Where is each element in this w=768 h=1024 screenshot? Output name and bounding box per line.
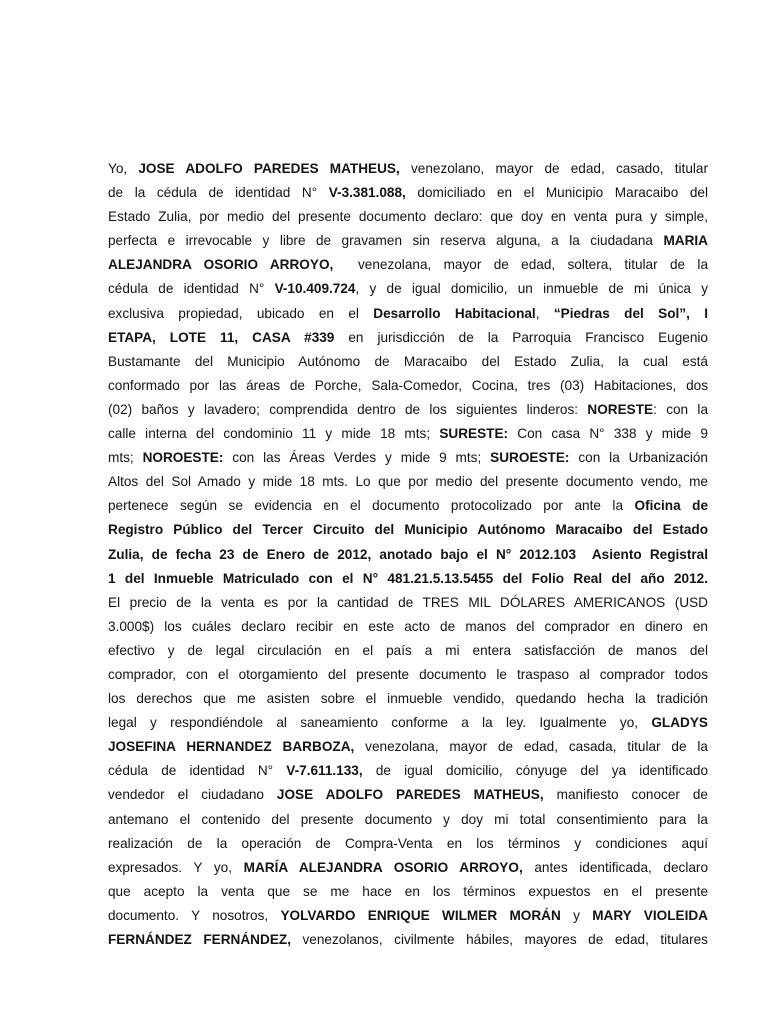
text-line (108, 350, 708, 374)
bold-text-run: V-3.381.088, (328, 185, 406, 201)
text-run: manifiesto conocer de (543, 787, 708, 803)
bold-text-run: SURESTE: (439, 426, 509, 442)
text-run: venezolanos, civilmente hábiles, mayores de edad, titulares (290, 932, 708, 947)
bold-text-run: V-10.409.724 (274, 281, 356, 297)
text-line (108, 470, 708, 494)
text-line (108, 229, 708, 253)
text-line (108, 446, 708, 470)
text-run: de igual domicilio, cónyuge del ya identificado (362, 763, 708, 779)
bold-text-run: “Piedras del Sol”, I (553, 305, 708, 321)
text-line (108, 663, 708, 687)
bold-text-run: SUROESTE: (490, 450, 570, 466)
text-run: (02) baños y lavadero; comprendida dentro de los siguientes linderos: (108, 401, 588, 417)
text-run: de la cédula de identidad N° (108, 185, 329, 201)
bold-text-run: ETAPA, LOTE 11, CASA #339 (108, 329, 335, 345)
text-line (108, 494, 708, 518)
text-line (108, 543, 708, 567)
contract-body-text (108, 157, 708, 952)
text-line (108, 735, 708, 759)
text-line (108, 277, 708, 301)
text-run: los derechos que me asisten sobre el inmueble vendido, quedando hecha la tradición (108, 691, 708, 707)
bold-text-run: MARIA (663, 233, 708, 249)
text-run: cédula de identidad N° (108, 763, 287, 779)
text-run: vendedor el ciudadano (108, 787, 277, 803)
bold-text-run: Oficina de (634, 498, 708, 514)
text-run: cédula de identidad N° (108, 281, 275, 297)
text-line (108, 422, 708, 446)
text-line (108, 518, 708, 542)
text-line (108, 880, 708, 904)
text-run: realización de la operación de Compra-Venta en los términos y condiciones aquí (108, 835, 708, 851)
text-run: mts; (108, 450, 143, 466)
text-line (108, 904, 708, 928)
text-run: y (560, 907, 593, 923)
text-line (108, 253, 708, 277)
text-line (108, 639, 708, 663)
text-run: 3.000$) los cuáles declaro recibir en este acto de manos del comprador en dinero en (108, 618, 708, 634)
text-run: Yo, (108, 161, 139, 176)
text-line (108, 783, 708, 807)
text-line (108, 759, 708, 783)
text-run: : con la (653, 401, 708, 417)
text-line (108, 398, 708, 422)
text-line (108, 157, 708, 181)
bold-text-run: ALEJANDRA OSORIO ARROYO, (108, 257, 334, 273)
text-line (108, 832, 708, 856)
text-line (108, 181, 708, 205)
bold-text-run: Registro Público del Tercer Circuito del Municipio Autónomo Maracaibo del Estado (108, 522, 708, 538)
text-run: Con casa N° 338 y mide 9 (508, 426, 708, 442)
text-line (108, 374, 708, 398)
text-line (108, 856, 708, 880)
text-run: El precio de la venta es por la cantidad de TRES MIL DÓLARES AMERICANOS (USD (108, 594, 708, 610)
bold-text-run: 1 del Inmueble Matriculado con el N° 481.21.5.13.5455 del Folio Real del año 2012. (108, 570, 708, 586)
bold-text-run: NOROESTE: (142, 450, 224, 466)
text-line (108, 808, 708, 832)
bold-text-run: Zulia, de fecha 23 de Enero de 2012, anotado bajo el N° 2012.103 Asiento Registral (108, 546, 708, 562)
bold-text-run: V-7.611.133, (286, 763, 363, 779)
text-run: , (535, 305, 554, 321)
text-line (108, 687, 708, 711)
text-run: Estado Zulia, por medio del presente documento declaro: que doy en venta pura y simple, (108, 209, 708, 225)
text-run: perfecta e irrevocable y libre de gravamen sin reserva alguna, a la ciudadana (108, 233, 664, 249)
bold-text-run: MARÍA ALEJANDRA OSORIO ARROYO, (243, 859, 523, 875)
bold-text-run: JOSE ADOLFO PAREDES MATHEUS, (138, 161, 400, 176)
text-line (108, 928, 708, 952)
text-run: antes identificada, declaro (522, 859, 708, 875)
text-run: en jurisdicción de la Parroquia Francisco Eugenio (334, 329, 708, 345)
text-run: exclusiva propiedad, ubicado en el (108, 305, 374, 321)
text-run: con las Áreas Verdes y mide 9 mts; (223, 450, 491, 466)
bold-text-run: FERNÁNDEZ FERNÁNDEZ, (108, 932, 291, 947)
text-run: comprador, con el otorgamiento del presente documento le traspaso al comprador todos (108, 666, 708, 682)
text-line (108, 591, 708, 615)
text-line (108, 205, 708, 229)
text-run: legal y respondiéndole al saneamiento conforme a la ley. Igualmente yo, (108, 715, 652, 731)
text-run: antemano el contenido del presente documento y doy mi total consentimiento para la (108, 811, 708, 827)
text-run: con la Urbanización (569, 450, 708, 466)
text-run: venezolana, mayor de edad, casada, titular de la (354, 739, 708, 755)
text-run: venezolana, mayor de edad, soltera, titular de la (333, 257, 708, 273)
text-run: documento. Y nosotros, (108, 907, 281, 923)
text-run: expresados. Y yo, (108, 859, 244, 875)
text-run: que acepto la venta que se me hace en los términos expuestos en el presente (108, 883, 708, 899)
bold-text-run: GLADYS (651, 715, 708, 731)
text-run: conformado por las áreas de Porche, Sala-Comedor, Cocina, tres (03) Habitaciones, dos (108, 377, 708, 393)
text-line (108, 615, 708, 639)
text-run: domiciliado en el Municipio Maracaibo del (405, 185, 708, 201)
text-run: venezolano, mayor de edad, casado, titular (399, 161, 708, 176)
text-run: Bustamante del Municipio Autónomo de Maracaibo del Estado Zulia, la cual está (108, 353, 708, 369)
bold-text-run: Desarrollo Habitacional (373, 305, 536, 321)
bold-text-run: MARY VIOLEIDA (592, 907, 708, 923)
text-line (108, 302, 708, 326)
bold-text-run: YOLVARDO ENRIQUE WILMER MORÁN (280, 907, 561, 923)
text-run: Altos del Sol Amado y mide 18 mts. Lo que por medio del presente documento vendo, me (108, 474, 708, 490)
text-run: , y de igual domicilio, un inmueble de mi única y (355, 281, 708, 297)
bold-text-run: JOSEFINA HERNANDEZ BARBOZA, (108, 739, 355, 755)
text-run: calle interna del condominio 11 y mide 18 mts; (108, 426, 440, 442)
text-line (108, 326, 708, 350)
bold-text-run: NORESTE (587, 401, 654, 417)
text-run: pertenece según se evidencia en el documento protocolizado por ante la (108, 498, 635, 514)
text-line (108, 567, 708, 591)
bold-text-run: JOSE ADOLFO PAREDES MATHEUS, (276, 787, 544, 803)
text-run: efectivo y de legal circulación en el país a mi entera satisfacción de manos del (108, 642, 708, 658)
text-line (108, 711, 708, 735)
